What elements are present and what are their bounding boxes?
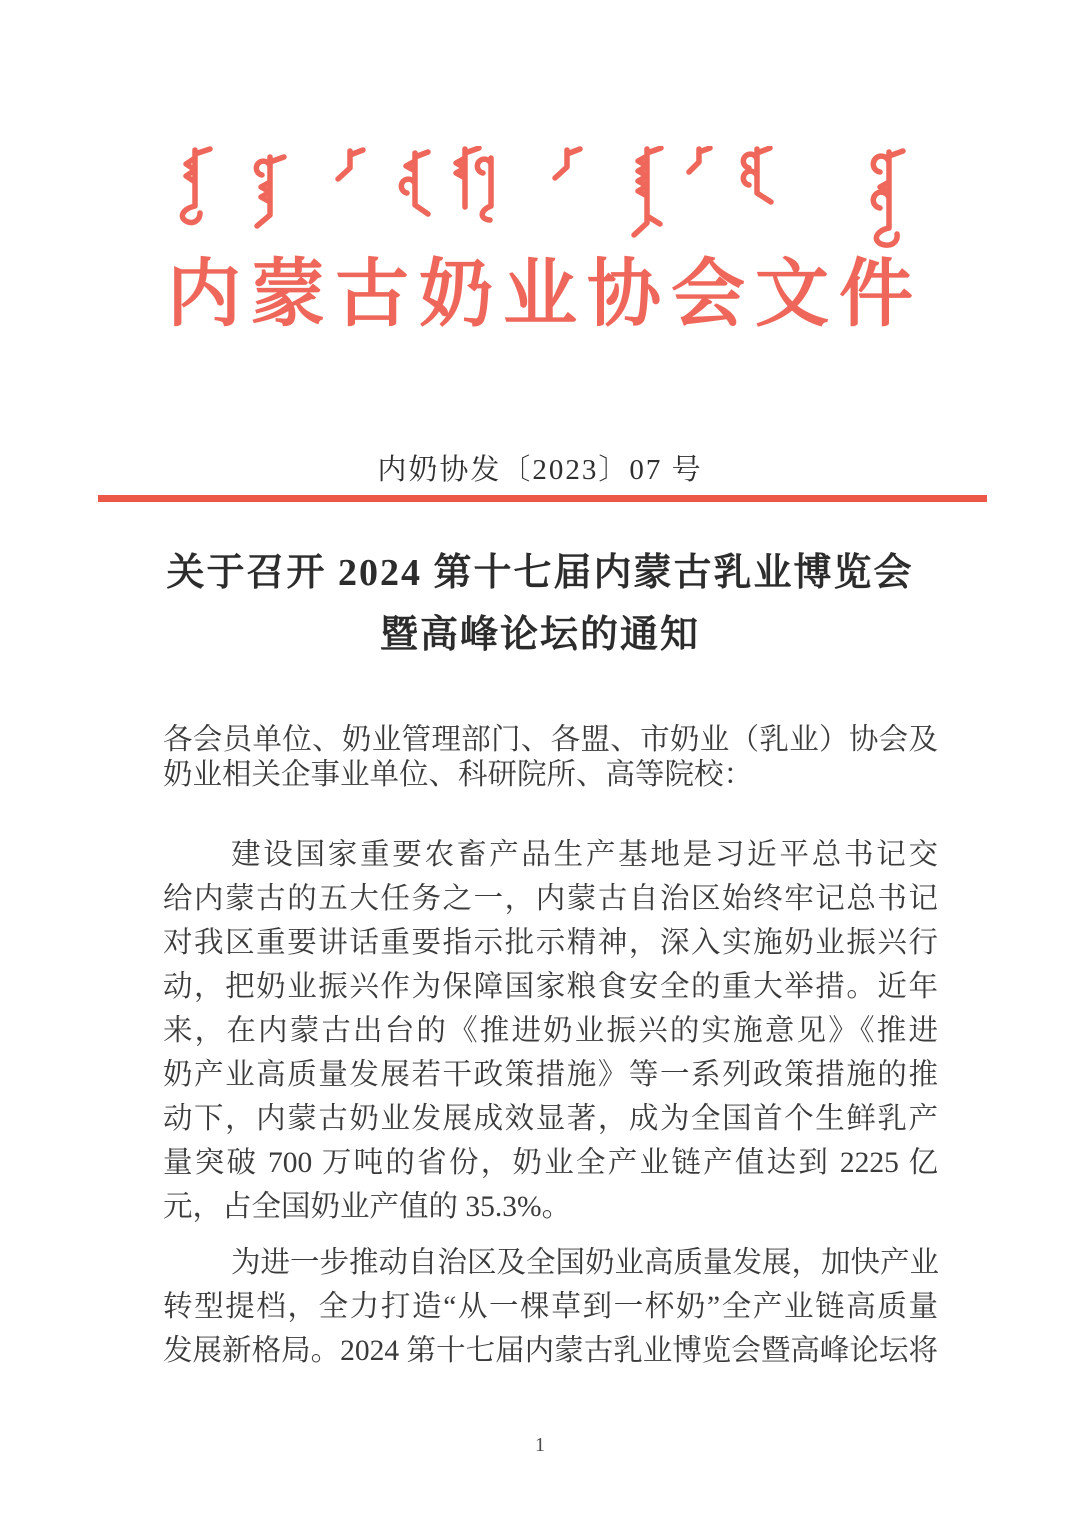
body-paragraph-2: [163, 1241, 938, 1373]
body-text-line: 来，在内蒙古出台的《推进奶业振兴的实施意见》《推进: [163, 1015, 938, 1047]
mongolian-word-3: [338, 150, 363, 179]
mongolian-word-1: [182, 149, 210, 223]
notice-title-line2: 暨高峰论坛的通知: [379, 614, 700, 656]
mongolian-word-9: [743, 148, 771, 202]
mongolian-word-7: [634, 148, 661, 235]
notice-title: [70, 542, 1010, 666]
body-text-line: 量突破 700 万吨的省份，奶业全产业链产值达到 2225 亿: [163, 1147, 938, 1179]
body-text-line: 发展新格局。2024 第十七届内蒙古乳业博览会暨高峰论坛将: [163, 1335, 938, 1367]
mongolian-word-4: [401, 152, 428, 214]
body-text-line: 奶产业高质量发展若干政策措施》等一系列政策措施的推: [163, 1059, 938, 1091]
body-text-line: 元，占全国奶业产值的 35.3%。: [163, 1191, 572, 1223]
salutation: [163, 723, 938, 793]
body-text-line: 转型提档，全力打造“从一棵草到一杯奶”全产业链高质量: [163, 1291, 938, 1323]
notice-title-line1: 关于召开 2024 第十七届内蒙古乳业博览会: [166, 552, 914, 594]
body-text-line: 动下，内蒙古奶业发展成效显著，成为全国首个生鲜乳产: [163, 1103, 938, 1135]
body-paragraph-1: [163, 833, 938, 1229]
body-text-line: 建设国家重要农畜产品生产基地是习近平总书记交: [231, 839, 938, 871]
red-separator-line: [98, 495, 987, 502]
mongolian-word-5: [456, 148, 491, 220]
document-number: 内奶协发〔2023〕07 号: [377, 454, 703, 486]
organization-title: 内蒙古奶业协会文件: [167, 254, 923, 336]
mongolian-word-6: [555, 149, 580, 178]
page-number: 1: [535, 1434, 545, 1456]
salutation-line: 奶业相关企事业单位、科研院所、高等院校：: [163, 759, 754, 791]
body-text-line: 动，把奶业振兴作为保障国家粮食安全的重大举措。近年: [163, 971, 938, 1003]
mongolian-word-2: [256, 157, 284, 226]
mongolian-script-header: [165, 146, 910, 258]
mongolian-word-10: [873, 151, 903, 245]
body-text-line: 给内蒙古的五大任务之一，内蒙古自治区始终牢记总书记: [163, 883, 938, 915]
mongolian-word-8: [689, 148, 710, 172]
body-text-line: 为进一步推动自治区及全国奶业高质量发展，加快产业: [231, 1247, 940, 1279]
body-text-line: 对我区重要讲话重要指示批示精神，深入实施奶业振兴行: [163, 927, 938, 959]
salutation-line: 各会员单位、奶业管理部门、各盟、市奶业（乳业）协会及: [163, 724, 938, 756]
